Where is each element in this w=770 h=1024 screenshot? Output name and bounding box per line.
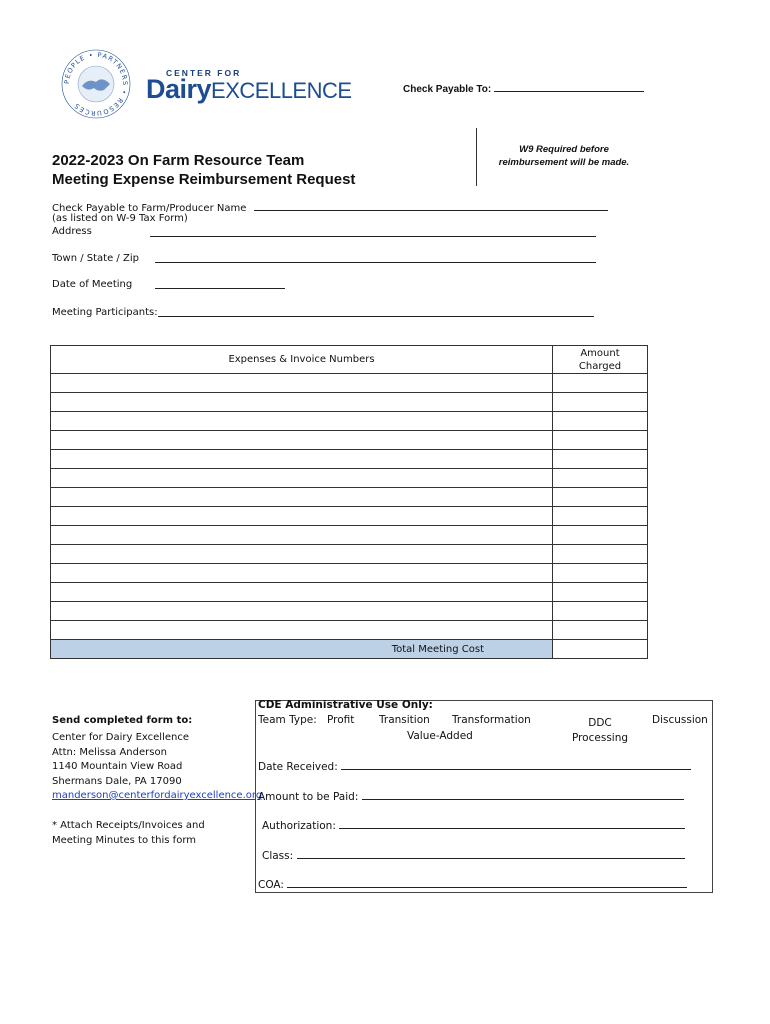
coa-label: COA:	[258, 879, 284, 891]
class-label: Class:	[262, 850, 294, 862]
admin-heading: CDE Administrative Use Only:	[258, 699, 433, 711]
send-to-line1: Center for Dairy Excellence	[52, 732, 189, 743]
opt-value-added[interactable]: Value-Added	[407, 730, 473, 742]
table-row[interactable]	[51, 545, 648, 564]
expense-cell[interactable]	[51, 583, 553, 602]
send-to-line2: Attn: Melissa Anderson	[52, 746, 167, 758]
date-label: Date of Meeting	[52, 279, 133, 290]
amount-cell[interactable]	[553, 545, 648, 564]
date-received-field[interactable]	[341, 759, 691, 770]
class-row	[262, 848, 685, 862]
expense-cell[interactable]	[51, 450, 553, 469]
attach-note-line1: * Attach Receipts/Invoices and	[52, 820, 205, 831]
opt-profit[interactable]: Profit	[327, 714, 355, 726]
amount-cell[interactable]	[553, 450, 648, 469]
table-row[interactable]	[51, 374, 648, 393]
amount-header-line2: Charged	[578, 360, 622, 372]
coa-row	[258, 877, 687, 891]
amount-cell[interactable]	[553, 393, 648, 412]
amount-cell[interactable]	[553, 374, 648, 393]
table-row[interactable]	[51, 431, 648, 450]
participants-label: Meeting Participants:	[52, 307, 158, 318]
table-row[interactable]	[51, 507, 648, 526]
logo-seal	[60, 48, 132, 120]
amount-cell[interactable]	[553, 564, 648, 583]
divider	[476, 128, 477, 186]
check-payable-to	[403, 81, 644, 95]
check-payable-to-label: Check Payable To:	[403, 84, 492, 95]
opt-transition[interactable]: Transition	[379, 714, 430, 726]
expense-cell[interactable]	[51, 412, 553, 431]
amount-paid-label: Amount to be Paid:	[258, 791, 359, 803]
table-row[interactable]	[51, 450, 648, 469]
table-row[interactable]	[51, 526, 648, 545]
expense-cell[interactable]	[51, 602, 553, 621]
seal-text: PEOPLE • PARTNERS • RESOURCES	[62, 50, 130, 118]
amount-paid-row	[258, 789, 684, 803]
farm-name-sublabel: (as listed on W-9 Tax Form)	[52, 213, 188, 224]
amount-cell[interactable]	[553, 583, 648, 602]
amount-cell[interactable]	[553, 488, 648, 507]
expense-cell[interactable]	[51, 488, 553, 507]
w9-note-line2: reimbursement will be made.	[498, 157, 630, 168]
town-field[interactable]	[155, 252, 596, 263]
coa-field[interactable]	[287, 877, 687, 888]
logo-brand-bold: Dairy	[146, 74, 212, 104]
amount-cell[interactable]	[553, 431, 648, 450]
opt-ddc-line2: Processing	[571, 732, 629, 744]
expense-cell[interactable]	[51, 526, 553, 545]
expense-cell[interactable]	[51, 545, 553, 564]
table-row[interactable]	[51, 602, 648, 621]
expense-cell[interactable]	[51, 469, 553, 488]
expense-cell[interactable]	[51, 507, 553, 526]
expense-cell[interactable]	[51, 374, 553, 393]
amount-cell[interactable]	[553, 526, 648, 545]
send-to-line4: Shermans Dale, PA 17090	[52, 775, 182, 787]
amount-cell[interactable]	[553, 621, 648, 640]
total-label: Total Meeting Cost	[51, 640, 553, 659]
send-to-email-link[interactable]: manderson@centerfordairyexcellence.org	[52, 790, 263, 801]
table-row[interactable]	[51, 564, 648, 583]
amount-cell[interactable]	[553, 412, 648, 431]
authorization-field[interactable]	[339, 818, 685, 829]
logo-brand	[146, 74, 352, 105]
title-line1: 2022-2023 On Farm Resource Team	[52, 152, 305, 169]
opt-transformation[interactable]: Transformation	[452, 714, 531, 726]
opt-discussion[interactable]: Discussion	[652, 714, 708, 726]
amount-header	[553, 346, 648, 374]
date-received-label: Date Received:	[258, 761, 338, 773]
expense-cell[interactable]	[51, 564, 553, 583]
send-to-line3: 1140 Mountain View Road	[52, 761, 183, 772]
title-line2: Meeting Expense Reimbursement Request	[52, 171, 356, 188]
date-received-row	[258, 759, 691, 773]
team-type-label: Team Type:	[258, 714, 317, 726]
town-label: Town / State / Zip	[52, 253, 139, 264]
amount-paid-field[interactable]	[362, 789, 684, 800]
expense-cell[interactable]	[51, 431, 553, 450]
opt-ddc-processing[interactable]	[560, 716, 640, 746]
w9-note-line1: W9 Required before	[519, 144, 609, 155]
participants-field[interactable]	[158, 306, 594, 317]
logo-top-text: CENTER FOR	[166, 68, 242, 78]
expense-cell[interactable]	[51, 393, 553, 412]
farm-name-label: Check Payable to Farm/Producer Name	[52, 203, 247, 214]
table-row[interactable]	[51, 621, 648, 640]
date-field[interactable]	[155, 278, 285, 289]
table-row[interactable]	[51, 393, 648, 412]
send-to-heading: Send completed form to:	[52, 715, 193, 726]
w9-note	[484, 143, 644, 169]
authorization-label: Authorization:	[262, 820, 336, 832]
total-row	[51, 640, 648, 659]
address-field[interactable]	[150, 226, 596, 237]
page-title	[52, 151, 355, 189]
attach-note-line2: Meeting Minutes to this form	[52, 835, 196, 846]
expense-cell[interactable]	[51, 621, 553, 640]
opt-ddc-line1: DDC	[588, 717, 612, 729]
expenses-header: Expenses & Invoice Numbers	[51, 346, 553, 374]
authorization-row	[262, 818, 685, 832]
table-header-row	[51, 346, 648, 374]
table-row[interactable]	[51, 583, 648, 602]
amount-cell[interactable]	[553, 469, 648, 488]
send-to-address	[52, 731, 262, 804]
class-field[interactable]	[297, 848, 685, 859]
check-payable-to-field[interactable]	[494, 81, 644, 92]
amount-header-line1: Amount	[580, 347, 620, 359]
total-amount-cell[interactable]	[553, 640, 648, 659]
logo-brand-light: EXCELLENCE	[211, 78, 352, 103]
address-label: Address	[52, 226, 92, 237]
amount-cell[interactable]	[553, 507, 648, 526]
table-row[interactable]	[51, 469, 648, 488]
amount-cell[interactable]	[553, 602, 648, 621]
table-row[interactable]	[51, 412, 648, 431]
table-row[interactable]	[51, 488, 648, 507]
expense-table	[50, 345, 648, 659]
farm-name-field[interactable]	[254, 200, 608, 211]
attach-note	[52, 818, 205, 848]
